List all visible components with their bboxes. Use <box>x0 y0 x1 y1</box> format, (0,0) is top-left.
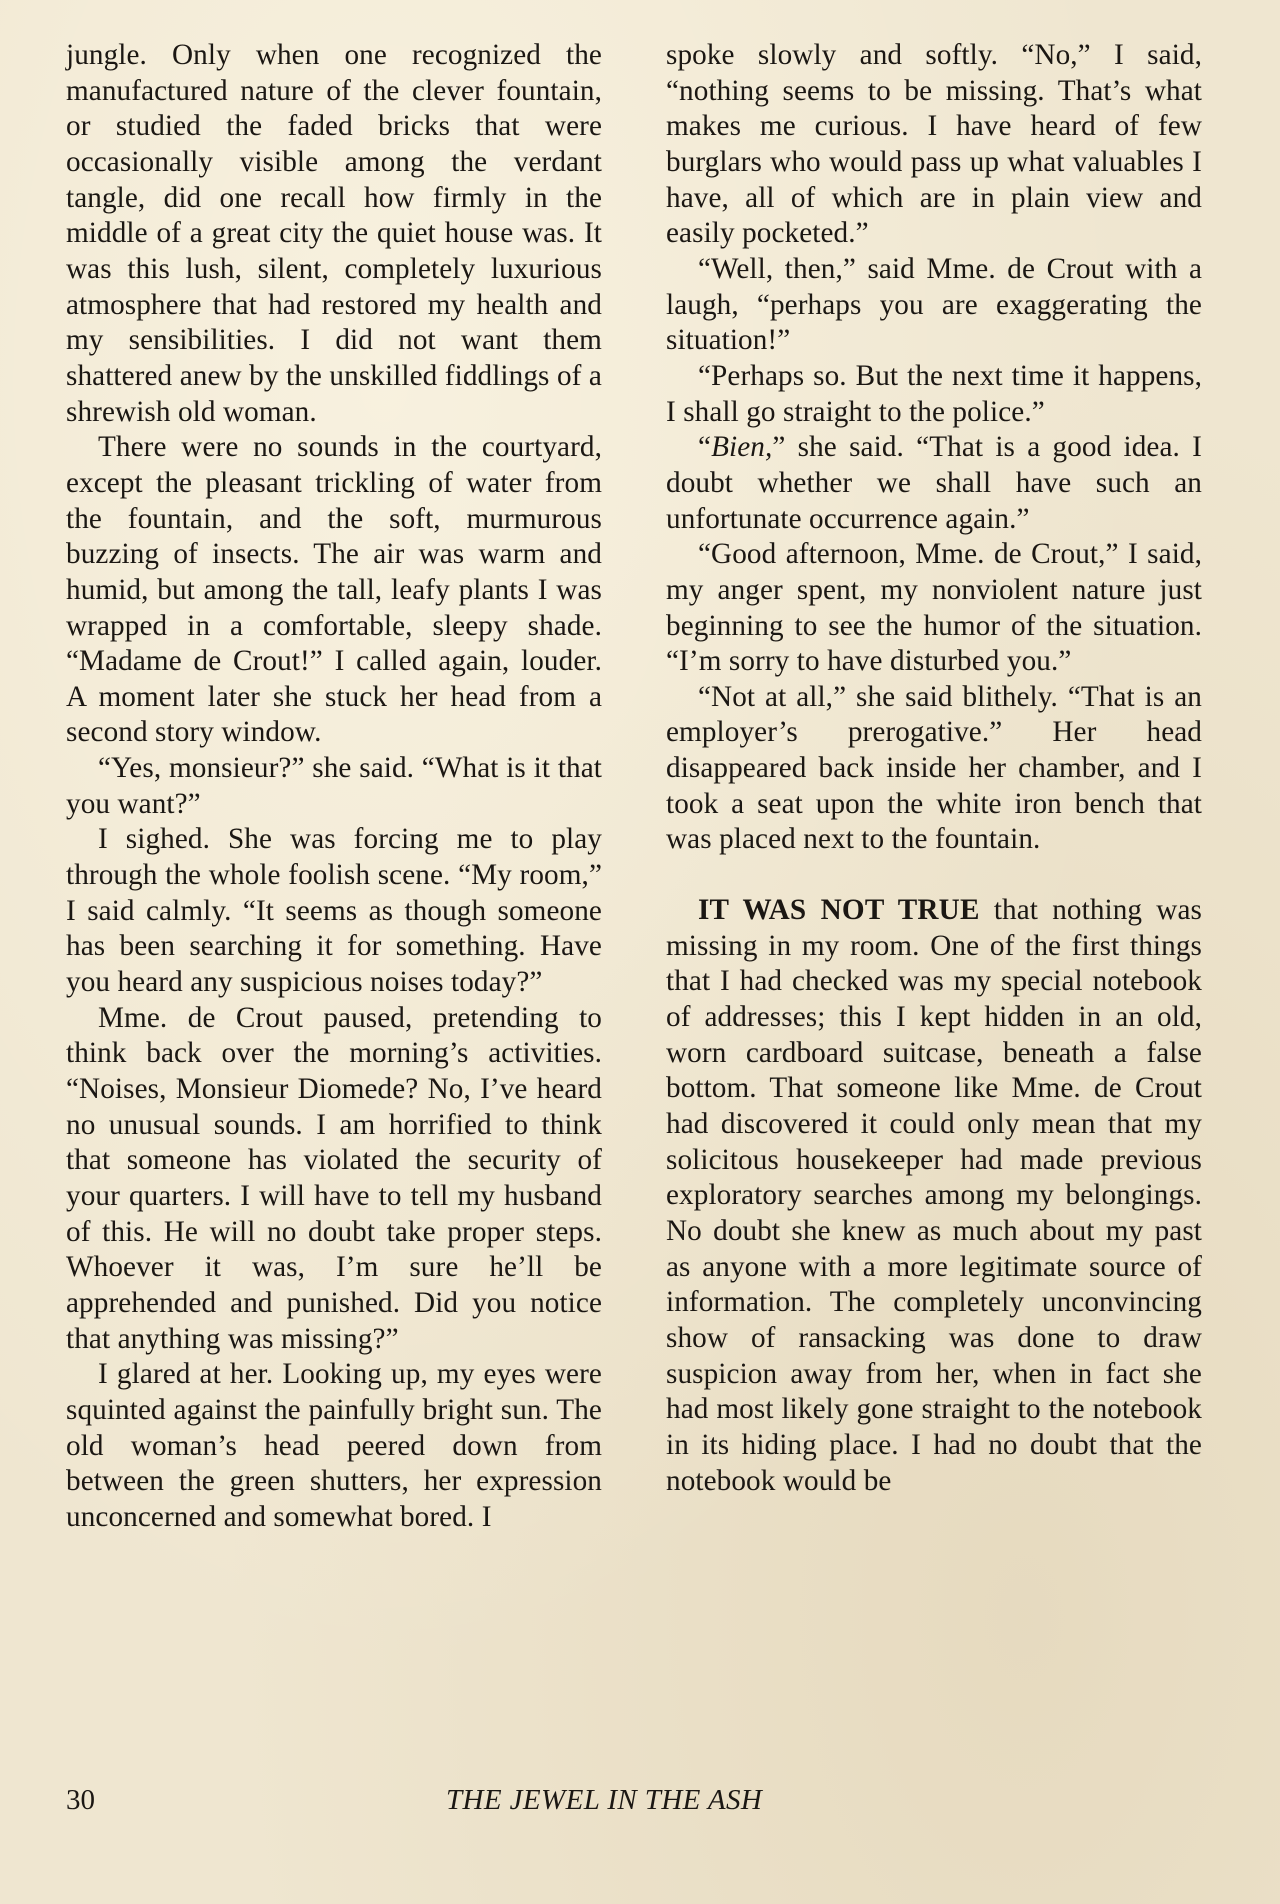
paragraph: There were no sounds in the courtyard, except the pleasant trickling of water from the fountain, and the soft, murmurous buzzing of insects. The air was warm and humid, but among the tall, leafy plants I was wrapped in a comfortable, sleepy shade. “Madame de Crout!” I called again, louder. A moment later she stuck her head from a second story window. <box>66 431 602 749</box>
running-title: THE JEWEL IN THE ASH <box>446 1784 763 1816</box>
paragraph: “Well, then,” said Mme. de Crout with a laugh, “perhaps you are exaggerating the situation!” <box>666 252 1202 357</box>
paragraph: spoke slowly and softly. “No,” I said, “nothing seems to be missing. That’s what makes me curious. I have heard of few burglars who would pass up what valuables I have, all of which are in plain view and easily pocketed.” <box>666 39 1202 250</box>
page-footer <box>66 1784 1206 1824</box>
paragraph: I sighed. She was forcing me to play through the whole foolish scene. “My room,” I said calmly. “It seems as though someone has been searching it for something. Have you heard any suspicious noises today?” <box>66 823 602 999</box>
page-number: 30 <box>66 1784 95 1816</box>
paragraph: “Yes, monsieur?” she said. “What is it that you want?” <box>66 752 602 820</box>
right-text-column <box>666 38 1202 1499</box>
paragraph: jungle. Only when one recognized the manufactured nature of the clever fountain, or studied the faded bricks that were occasionally visible among the verdant tangle, did one recall how firmly in the middle of a great city the quiet house was. It was this lush, silent, completely luxurious atmosphere that had restored my health and my sensibilities. I did not want them shattered anew by the unskilled fiddlings of a shrewish old woman. <box>66 39 602 428</box>
paragraph <box>666 430 1202 537</box>
section-paragraph <box>666 893 1202 1499</box>
section-lead-in: IT WAS NOT TRUE <box>698 894 980 927</box>
left-text-column <box>66 38 602 1536</box>
italic-word: Bien, <box>711 431 773 464</box>
paragraph: “Good afternoon, Mme. de Crout,” I said, my anger spent, my nonviolent nature just beginning to see the humor of the situation. “I’m sorry to have disturbed you.” <box>666 538 1202 678</box>
paragraph: Mme. de Crout paused, pretending to think back over the morning’s activities. “Noises, Monsieur Diomede? No, I’ve heard no unusual sounds. I am horrified to think that someone has violated the security of your quarters. I will have to tell my husband of this. He will no doubt take proper steps. Whoever it was, I’m sure he’ll be apprehended and punished. Did you notice that anything was missing?” <box>66 1001 602 1355</box>
paragraph: I glared at her. Looking up, my eyes were squinted against the painfully bright sun. The old woman’s head peered down from between the green shutters, her expression unconcerned and somewhat bored. I <box>66 1358 602 1533</box>
paragraph-rest: ” she said. “That is a good idea. I doubt whether we shall have such an unfortunate occurrence again.” <box>666 431 1202 535</box>
paragraph: “Not at all,” she said blithely. “That is an employer’s prerogative.” Her head disappeared back inside her chamber, and I took a seat upon the white iron bench that was placed next to the fountain. <box>666 680 1202 856</box>
paragraph: “Perhaps so. But the next time it happens, I shall go straight to the police.” <box>666 359 1202 428</box>
open-quote: “ <box>698 431 712 464</box>
section-text: that nothing was missing in my room. One of the first things that I had checked was my special notebook of addresses; this I kept hidden in an old, worn cardboard suitcase, beneath a false bottom. That someone like Mme. de Crout had discovered it could only mean that my solicitous housekeeper had made previous exploratory searches among my belongings. No doubt she knew as much about my past as anyone with a more legitimate source of information. The completely unconvincing show of ransacking was done to draw suspicion away from her, when in fact she had most likely gone straight to the notebook in its hiding place. I had no doubt that the notebook would be <box>666 894 1202 1497</box>
